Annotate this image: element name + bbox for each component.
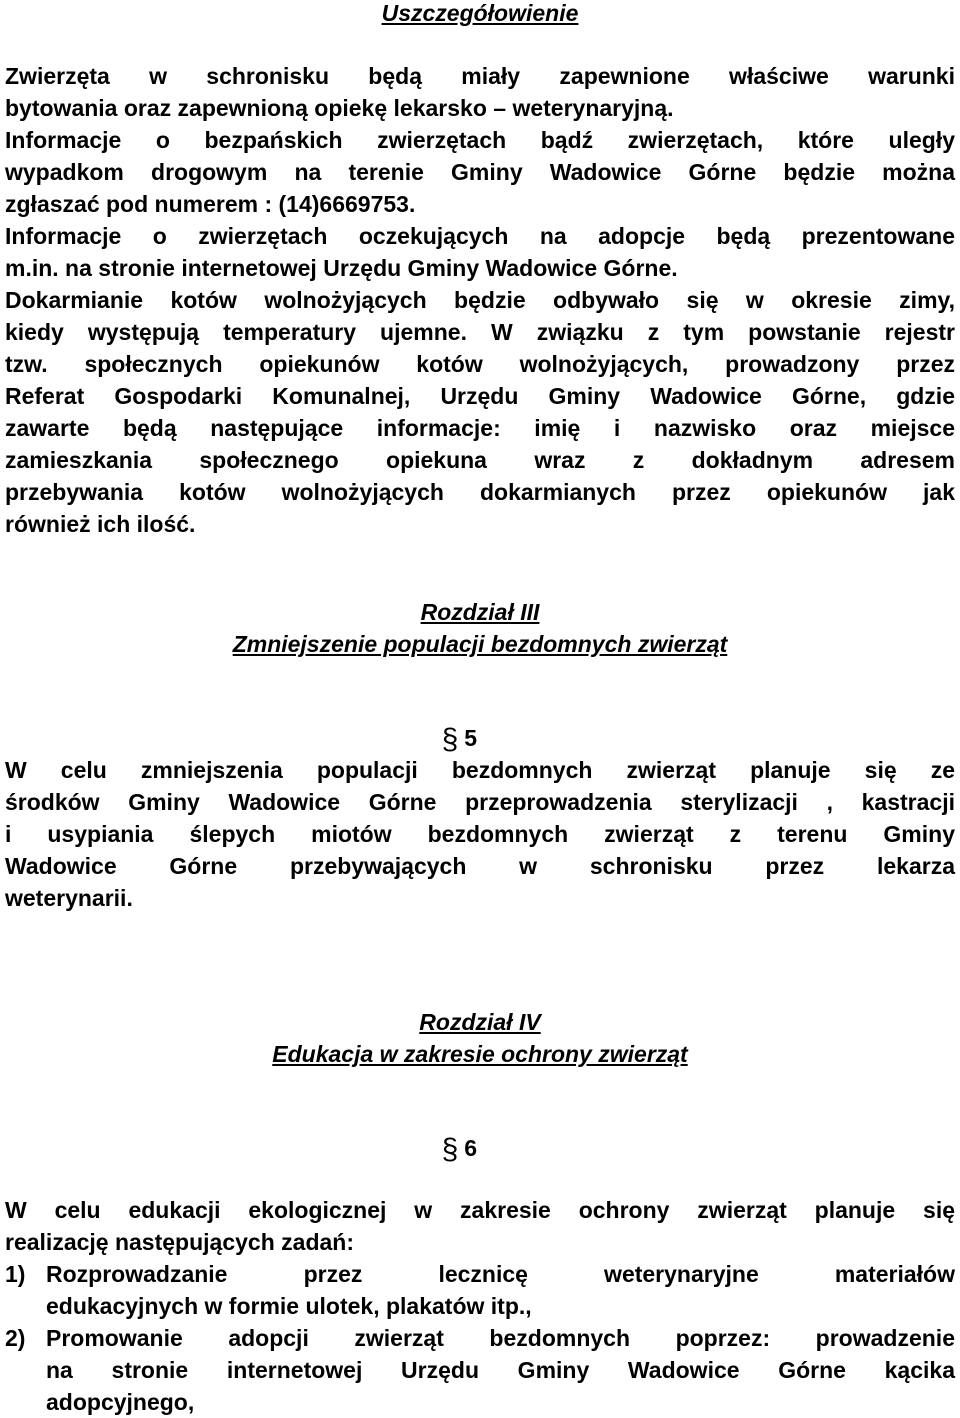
- chapter3-line: środków Gminy Wadowice Górne przeprowadzenia sterylizacji , kastracji: [5, 789, 955, 815]
- intro-line: wypadkom drogowym na terenie Gminy Wadowice Górne będzie można: [5, 159, 955, 185]
- intro-line: tzw. społecznych opiekunów kotów wolnożyjących, prowadzony przez: [5, 351, 955, 377]
- intro-line: zawarte będą następujące informacje: imię i nazwisko oraz miejsce: [5, 415, 955, 441]
- intro-line: Zwierzęta w schronisku będą miały zapewnione właściwe warunki: [5, 63, 955, 89]
- intro-line: Referat Gospodarki Komunalnej, Urzędu Gminy Wadowice Górne, gdzie: [5, 383, 955, 409]
- intro-line: przebywania kotów wolnożyjących dokarmianych przez opiekunów jak: [5, 479, 955, 505]
- list-item-line: adopcyjnego,: [46, 1389, 195, 1415]
- intro-line: Informacje o bezpańskich zwierzętach bądź zwierzętach, które uległy: [5, 127, 955, 153]
- section-number: 5: [464, 725, 478, 751]
- list-item-line: edukacyjnych w formie ulotek, plakatów itp.,: [46, 1293, 532, 1319]
- list-item-number: 2): [5, 1325, 26, 1351]
- list-item-line: na stronie internetowej Urzędu Gminy Wadowice Górne kącika: [46, 1357, 955, 1383]
- section-sign-icon: §: [441, 1133, 459, 1166]
- chapter3-title-text: Zmniejszenie populacji bezdomnych zwierząt: [232, 631, 728, 657]
- intro-line: zamieszkania społecznego opiekuna wraz z dokładnym adresem: [5, 447, 955, 473]
- intro-line: Dokarmianie kotów wolnożyjących będzie odbywało się w okresie zimy,: [5, 287, 955, 313]
- chapter4-number: [0, 1006, 960, 1038]
- section-number: 6: [464, 1135, 478, 1161]
- chapter4-line: W celu edukacji ekologicznej w zakresie ochrony zwierząt planuje się: [5, 1197, 955, 1223]
- chapter3-line: weterynarii.: [5, 885, 133, 911]
- chapter4-title: [0, 1038, 960, 1070]
- list-item-line: Rozprowadzanie przez lecznicę weterynaryjne materiałów: [46, 1261, 955, 1287]
- chapter4-line: realizację następujących zadań:: [5, 1229, 354, 1255]
- chapter3-line: Wadowice Górne przebywających w schronisku przez lekarza: [5, 853, 955, 879]
- intro-line: bytowania oraz zapewnioną opiekę lekarsko – weterynaryjną.: [5, 95, 674, 121]
- chapter4-title-text: Edukacja w zakresie ochrony zwierząt: [272, 1041, 688, 1067]
- chapter3-line: i usypiania ślepych miotów bezdomnych zwierząt z terenu Gminy: [5, 821, 955, 847]
- chapter3-number-text: Rozdział III: [420, 599, 540, 625]
- list-item-line: Promowanie adopcji zwierząt bezdomnych poprzez: prowadzenie: [46, 1325, 955, 1351]
- section-sign-icon: §: [441, 723, 459, 756]
- list-item-number: 1): [5, 1261, 26, 1287]
- intro-line: Informacje o zwierzętach oczekujących na adopcje będą prezentowane: [5, 223, 955, 249]
- chapter3-line: W celu zmniejszenia populacji bezdomnych zwierząt planuje się ze: [5, 757, 955, 783]
- chapter3-title: [0, 628, 960, 660]
- intro-line: zgłaszać pod numerem : (14)6669753.: [5, 191, 416, 217]
- page-heading: [0, 0, 960, 29]
- intro-line: m.in. na stronie internetowej Urzędu Gminy Wadowice Górne.: [5, 255, 678, 281]
- chapter4-number-text: Rozdział IV: [419, 1009, 541, 1035]
- intro-line: również ich ilość.: [5, 511, 196, 537]
- intro-line: kiedy występują temperatury ujemne. W związku z tym powstanie rejestr: [5, 319, 955, 345]
- chapter3-number: [0, 596, 960, 628]
- section-6-marker: [416, 1100, 477, 1198]
- heading-text: Uszczegółowienie: [381, 0, 579, 26]
